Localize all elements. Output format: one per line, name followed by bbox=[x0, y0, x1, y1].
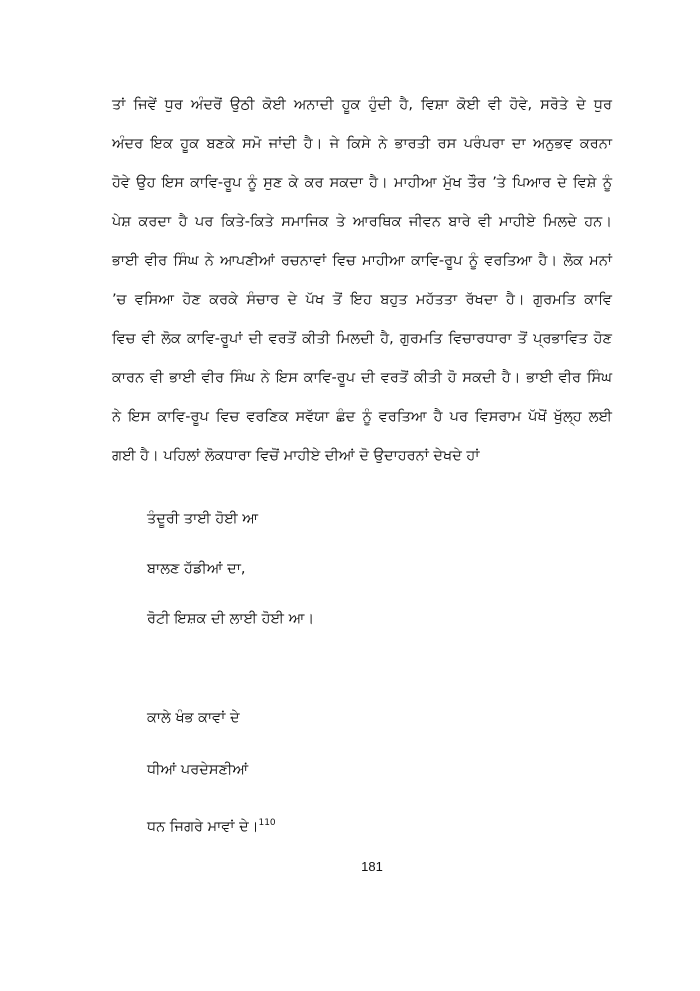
footnote-reference[interactable]: 110 bbox=[258, 818, 276, 828]
verse-line: ਬਾਲਣ ਹੱਡੀਆਂ ਦਾ, bbox=[147, 561, 246, 577]
verse-line: ਧੀਆਂ ਪਰਦੇਸਣੀਆਂ bbox=[147, 762, 249, 778]
verse-line: ਤੰਦੂਰੀ ਤਾਈ ਹੋਈ ਆ bbox=[147, 511, 259, 527]
paragraph-line: ਨੇ ਇਸ ਕਾਵਿ-ਰੂਪ ਵਿਚ ਵਰਣਿਕ ਸਵੱਯਾ ਛੰਦ ਨੂੰ ਵਰਤਿਆ ਹੈ ਪਰ ਵਿਸਰਾਮ ਪੱਖੋਂ ਖੁੱਲ੍ਹ ਲਈ bbox=[112, 409, 612, 425]
verse-line: ਧਨ ਜਿਗਰੇ ਮਾਵਾਂ ਦੇ। bbox=[147, 819, 259, 835]
paragraph-line: ਤਾਂ ਜਿਵੇਂ ਧੁਰ ਅੰਦਰੋਂ ਉਠੀ ਕੋਈ ਅਨਾਦੀ ਹੂਕ ਹੁੰਦੀ ਹੈ, ਵਿਸ਼ਾ ਕੋਈ ਵੀ ਹੋਵੇ, ਸਰੋਤੇ ਦੇ ਧੁਰ bbox=[112, 97, 612, 113]
verse-line-with-footnote bbox=[147, 813, 276, 837]
paragraph-line: ਭਾਈ ਵੀਰ ਸਿੰਘ ਨੇ ਆਪਣੀਆਂ ਰਚਨਾਵਾਂ ਵਿਚ ਮਾਹੀਆ ਕਾਵਿ-ਰੂਪ ਨੂੰ ਵਰਤਿਆ ਹੈ। ਲੋਕ ਮਨਾਂ bbox=[112, 253, 612, 269]
verse-line: ਰੋਟੀ ਇਸ਼ਕ ਦੀ ਲਾਈ ਹੋਈ ਆ। bbox=[147, 611, 315, 627]
paragraph-line: ਗਈ ਹੈ। ਪਹਿਲਾਂ ਲੋਕਧਾਰਾ ਵਿਚੋਂ ਮਾਹੀਏ ਦੀਆਂ ਦੋ ਉਦਾਹਰਨਾਂ ਦੇਖਦੇ ਹਾਂ bbox=[112, 448, 480, 464]
paragraph-line: ’ਚ ਵਸਿਆ ਹੋਣ ਕਰਕੇ ਸੰਚਾਰ ਦੇ ਪੱਖ ਤੋਂ ਇਹ ਬਹੁਤ ਮਹੱਤਤਾ ਰੱਖਦਾ ਹੈ। ਗੁਰਮਤਿ ਕਾਵਿ bbox=[112, 292, 612, 308]
page-number: 181 bbox=[361, 859, 383, 874]
paragraph-line: ਅੰਦਰ ਇਕ ਹੂਕ ਬਣਕੇ ਸਮੋ ਜਾਂਦੀ ਹੈ। ਜੇ ਕਿਸੇ ਨੇ ਭਾਰਤੀ ਰਸ ਪਰੰਪਰਾ ਦਾ ਅਨੁਭਵ ਕਰਨਾ bbox=[112, 136, 612, 152]
paragraph-line: ਪੇਸ਼ ਕਰਦਾ ਹੈ ਪਰ ਕਿਤੇ-ਕਿਤੇ ਸਮਾਜਿਕ ਤੇ ਆਰਥਿਕ ਜੀਵਨ ਬਾਰੇ ਵੀ ਮਾਹੀਏ ਮਿਲਦੇ ਹਨ। bbox=[112, 214, 612, 230]
paragraph-line: ਹੋਵੇ ਉਹ ਇਸ ਕਾਵਿ-ਰੂਪ ਨੂੰ ਸੁਣ ਕੇ ਕਰ ਸਕਦਾ ਹੈ। ਮਾਹੀਆ ਮੁੱਖ ਤੌਰ ’ਤੇ ਪਿਆਰ ਦੇ ਵਿਸ਼ੇ ਨੂੰ bbox=[112, 175, 612, 191]
paragraph-line: ਵਿਚ ਵੀ ਲੋਕ ਕਾਵਿ-ਰੂਪਾਂ ਦੀ ਵਰਤੋਂ ਕੀਤੀ ਮਿਲਦੀ ਹੈ, ਗੁਰਮਤਿ ਵਿਚਾਰਧਾਰਾ ਤੋਂ ਪ੍ਰਭਾਵਿਤ ਹੋਣ bbox=[112, 331, 612, 347]
paragraph-line: ਕਾਰਨ ਵੀ ਭਾਈ ਵੀਰ ਸਿੰਘ ਨੇ ਇਸ ਕਾਵਿ-ਰੂਪ ਦੀ ਵਰਤੋਂ ਕੀਤੀ ਹੋ ਸਕਦੀ ਹੈ। ਭਾਈ ਵੀਰ ਸਿੰਘ bbox=[112, 370, 612, 386]
verse-line: ਕਾਲੇ ਖੰਭ ਕਾਵਾਂ ਦੇ bbox=[147, 710, 240, 726]
